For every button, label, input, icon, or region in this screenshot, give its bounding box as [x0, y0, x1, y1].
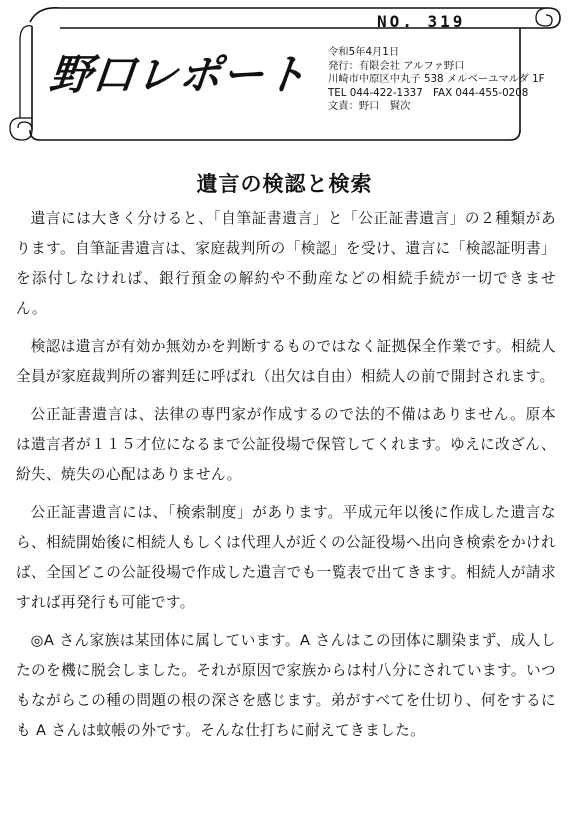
paragraph: 公正証書遺言には、「検索制度」があります。平成元年以後に作成した遺言なら、相続開始後に相続人もしくは代理人が近くの公証役場へ出向き検索をかければ、全国どこの公証役場で作成した遺言でも一覧表で出てきます。相続人が請求すれば再発行も可能です。	[16, 504, 556, 611]
publisher: 発行：有限会社 アルファ野口	[328, 59, 465, 72]
publication-info	[328, 46, 545, 114]
issue-date: 令和5年4月1日	[328, 46, 400, 58]
article-title: 遺言の検認と検索	[196, 172, 373, 196]
paragraph: ◎A さん家族は某団体に属しています。A さんはこの団体に馴染まず、成人したのを機に脱会しました。それが原因で家族からは村八分にされています。いつもながらこの種の問題の根の深さを感じます。弟がすべてを仕切り、何をするにも A さんは蚊帳の外です。そんな仕打ちに耐えてきました。	[16, 632, 556, 739]
paragraph: 遺言には大きく分けると、「自筆証書遺言」と「公正証書遺言」の２種類があります。自筆証書遺言は、家庭裁判所の「検認」を受け、遺言に「検認証明書」を添付しなければ、銀行預金の解約や不動産などの相続手続が一切できません。	[16, 210, 556, 317]
report-title: 野口レポート	[47, 50, 311, 99]
paragraph: 検認は遺言が有効か無効かを判断するものではなく証拠保全作業です。相続人全員が家庭裁判所の審判廷に呼ばれ（出欠は自由）相続人の前で開封されます。	[16, 338, 556, 385]
header-banner	[0, 0, 569, 150]
issue-number: NO. 319	[377, 12, 466, 31]
contact-numbers: TEL 044-422-1337 FAX 044-455-0208	[328, 86, 529, 99]
address: 川崎市中原区中丸子 538 メルベーユマルダ 1F	[328, 73, 545, 86]
author: 文責：野口 賢次	[328, 100, 411, 113]
paragraph: 公正証書遺言は、法律の専門家が作成するので法的不備はありません。原本は遺言者が１１５才位になるまで公証役場で保管してくれます。ゆえに改ざん、紛失、焼失の心配はありません。	[16, 406, 556, 483]
article-body	[16, 204, 556, 754]
